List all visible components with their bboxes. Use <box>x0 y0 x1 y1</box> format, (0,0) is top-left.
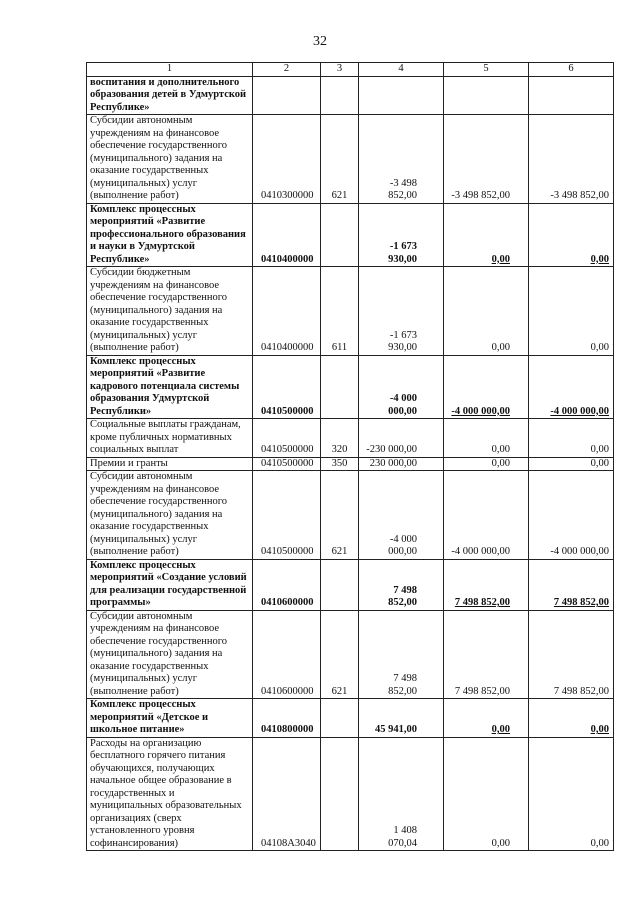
row-expense-type <box>321 559 359 610</box>
table-row <box>87 419 614 458</box>
row-amount-col5 <box>444 76 529 115</box>
row-amount-col6: -4 000 000,00 <box>529 355 614 419</box>
row-code <box>253 76 321 115</box>
row-amount-col6: 0,00 <box>529 203 614 267</box>
row-amount-col5: 0,00 <box>444 267 529 356</box>
row-name: Расходы на организацию бесплатного горячего питания обучающихся, получающих начальное общее образование в государственных и муниципальных образовательных организациях (сверх установленного уровня софинансирования) <box>87 737 253 851</box>
row-name: Комплекс процессных мероприятий «Создание условий для реализации государственной программы» <box>87 559 253 610</box>
row-expense-type <box>321 355 359 419</box>
row-name: Социальные выплаты гражданам, кроме публичных нормативных социальных выплат <box>87 419 253 458</box>
row-expense-type: 320 <box>321 419 359 458</box>
row-code: 0410500000 <box>253 471 321 560</box>
row-amount-col4: 7 498 852,00 <box>359 610 444 699</box>
row-expense-type <box>321 737 359 851</box>
row-code: 04108А3040 <box>253 737 321 851</box>
row-expense-type: 621 <box>321 115 359 204</box>
row-amount-col4: -1 673 930,00 <box>359 203 444 267</box>
row-code: 0410300000 <box>253 115 321 204</box>
row-amount-col6: -4 000 000,00 <box>529 471 614 560</box>
row-name: Субсидии бюджетным учреждениям на финансовое обеспечение государственного (муниципального) задания на оказание государственных (муниципальных) услуг (выполнение работ) <box>87 267 253 356</box>
row-name: Субсидии автономным учреждениям на финансовое обеспечение государственного (муниципального) задания на оказание государственных (муниципальных) услуг (выполнение работ) <box>87 471 253 560</box>
row-expense-type: 621 <box>321 610 359 699</box>
row-amount-col6: 7 498 852,00 <box>529 559 614 610</box>
row-amount-col4: -3 498 852,00 <box>359 115 444 204</box>
table-row <box>87 115 614 204</box>
row-amount-col5: 0,00 <box>444 699 529 738</box>
table-row <box>87 559 614 610</box>
row-expense-type <box>321 76 359 115</box>
row-amount-col4: -1 673 930,00 <box>359 267 444 356</box>
row-amount-col5: 0,00 <box>444 203 529 267</box>
column-number: 1 <box>87 63 253 77</box>
row-amount-col6: 0,00 <box>529 419 614 458</box>
row-name: Комплекс процессных мероприятий «Развитие профессионального образования и науки в Удмуртской Республике» <box>87 203 253 267</box>
row-amount-col6: 0,00 <box>529 457 614 471</box>
row-name: Комплекс процессных мероприятий «Детское и школьное питание» <box>87 699 253 738</box>
row-amount-col4: 230 000,00 <box>359 457 444 471</box>
column-number: 5 <box>444 63 529 77</box>
row-amount-col4: -230 000,00 <box>359 419 444 458</box>
table-row <box>87 457 614 471</box>
row-code: 0410600000 <box>253 559 321 610</box>
column-number: 4 <box>359 63 444 77</box>
row-amount-col6: 0,00 <box>529 699 614 738</box>
row-amount-col4 <box>359 76 444 115</box>
table-row <box>87 267 614 356</box>
column-number-row <box>87 63 614 77</box>
row-amount-col6: -3 498 852,00 <box>529 115 614 204</box>
row-expense-type: 350 <box>321 457 359 471</box>
row-expense-type: 611 <box>321 267 359 356</box>
row-amount-col5: -4 000 000,00 <box>444 355 529 419</box>
row-amount-col6: 7 498 852,00 <box>529 610 614 699</box>
row-amount-col5: 0,00 <box>444 457 529 471</box>
row-code: 0410400000 <box>253 203 321 267</box>
row-expense-type <box>321 203 359 267</box>
row-name: воспитания и дополнительного образования детей в Удмуртской Республике» <box>87 76 253 115</box>
row-name: Субсидии автономным учреждениям на финансовое обеспечение государственного (муниципального) задания на оказание государственных (муниципальных) услуг (выполнение работ) <box>87 115 253 204</box>
row-code: 0410500000 <box>253 419 321 458</box>
row-amount-col4: -4 000 000,00 <box>359 355 444 419</box>
row-code: 0410400000 <box>253 267 321 356</box>
table-row <box>87 471 614 560</box>
table-row <box>87 76 614 115</box>
row-amount-col5: -4 000 000,00 <box>444 471 529 560</box>
column-number: 3 <box>321 63 359 77</box>
row-amount-col4: 7 498 852,00 <box>359 559 444 610</box>
row-amount-col6 <box>529 76 614 115</box>
column-number: 2 <box>253 63 321 77</box>
row-name: Субсидии автономным учреждениям на финансовое обеспечение государственного (муниципального) задания на оказание государственных (муниципальных) услуг (выполнение работ) <box>87 610 253 699</box>
table-row <box>87 737 614 851</box>
row-amount-col5: -3 498 852,00 <box>444 115 529 204</box>
row-code: 0410800000 <box>253 699 321 738</box>
column-number: 6 <box>529 63 614 77</box>
row-amount-col4: 1 408 070,04 <box>359 737 444 851</box>
row-code: 0410500000 <box>253 457 321 471</box>
row-amount-col4: -4 000 000,00 <box>359 471 444 560</box>
row-amount-col6: 0,00 <box>529 267 614 356</box>
row-name: Комплекс процессных мероприятий «Развитие кадрового потенциала системы образования Удмуртской Республики» <box>87 355 253 419</box>
row-amount-col5: 7 498 852,00 <box>444 610 529 699</box>
row-amount-col5: 0,00 <box>444 737 529 851</box>
row-code: 0410500000 <box>253 355 321 419</box>
row-name: Премии и гранты <box>87 457 253 471</box>
row-expense-type: 621 <box>321 471 359 560</box>
row-amount-col6: 0,00 <box>529 737 614 851</box>
table-row <box>87 699 614 738</box>
page-number: 32 <box>313 34 327 49</box>
budget-table <box>86 62 614 851</box>
table-row <box>87 610 614 699</box>
row-code: 0410600000 <box>253 610 321 699</box>
table-row <box>87 355 614 419</box>
row-amount-col5: 7 498 852,00 <box>444 559 529 610</box>
table-row <box>87 203 614 267</box>
row-expense-type <box>321 699 359 738</box>
row-amount-col4: 45 941,00 <box>359 699 444 738</box>
row-amount-col5: 0,00 <box>444 419 529 458</box>
